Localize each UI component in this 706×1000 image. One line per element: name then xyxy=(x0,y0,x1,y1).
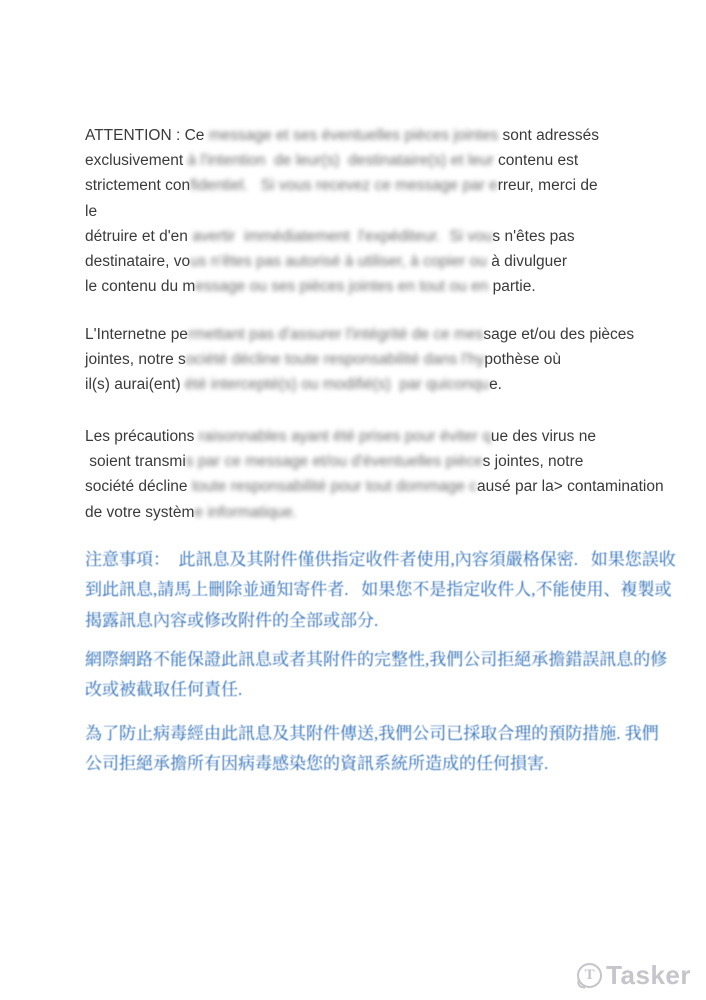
text-segment: soient transmi xyxy=(85,453,186,471)
text-segment: L'Internetne pe xyxy=(85,326,188,343)
text-line xyxy=(85,249,685,274)
text-segment: exclusivement xyxy=(85,152,188,170)
text-segment: rreur, merci de xyxy=(497,177,598,195)
text-segment: partie. xyxy=(488,278,536,296)
text-segment: ue des virus ne xyxy=(490,428,596,445)
tasker-logo-icon xyxy=(577,963,602,988)
paragraph-zh-disclaimer-notice xyxy=(85,545,685,636)
text-segment: 網際網路不能保證此訊息或者其附件的完整性,我們公司拒絕承擔錯誤訊息的修 xyxy=(85,650,668,669)
text-segment: 到此訊息,請馬上刪除並通知寄件者. 如果您不是指定收件人,不能使用、複製或 xyxy=(85,580,672,600)
text-line xyxy=(85,123,685,148)
text-segment: ausé par la> contamination xyxy=(477,478,664,496)
paragraph-fr-disclaimer-virus xyxy=(85,424,685,525)
text-line xyxy=(85,749,685,779)
text-line xyxy=(85,173,685,198)
text-line xyxy=(85,148,685,173)
text-line xyxy=(85,474,685,499)
text-segment: il(s) aurai(ent) xyxy=(85,376,185,394)
text-line xyxy=(85,372,685,397)
redacted-text-segment: message et ses éventuelles pièces jointes xyxy=(204,127,503,144)
text-segment: pothèse où xyxy=(484,351,562,369)
redacted-text-segment: raisonnables ayant été prises pour éviter q xyxy=(198,428,491,445)
text-segment: sont adressés xyxy=(502,127,600,144)
text-segment: s n'êtes pas xyxy=(492,227,575,245)
text-segment: ATTENTION : Ce xyxy=(85,127,205,144)
text-segment: de votre systèm xyxy=(85,503,195,521)
text-line xyxy=(85,199,685,224)
text-line xyxy=(85,500,685,525)
paragraph-fr-disclaimer-integrity xyxy=(85,322,685,398)
text-segment: 為了防止病毒經由此訊息及其附件傳送,我們公司已採取合理的預防措施. 我們 xyxy=(85,724,659,743)
text-line xyxy=(85,274,685,299)
text-segment: contenu est xyxy=(493,152,579,170)
redacted-text-segment: rmettant pas d'assurer l'intégrité de ce mes xyxy=(187,326,484,343)
text-line xyxy=(85,347,685,372)
text-segment: détruire et d'en xyxy=(85,227,188,245)
text-segment: Les précautions xyxy=(85,428,199,445)
redacted-text-segment: e informatique. xyxy=(194,503,297,521)
redacted-text-segment: fidentiel. Si vous recevez ce message par e xyxy=(190,177,498,195)
text-segment: s jointes, notre xyxy=(482,453,584,471)
text-line xyxy=(85,424,685,449)
redacted-text-segment: essage ou ses pièces jointes en tout ou en xyxy=(195,278,489,296)
redacted-text-segment: us n'êtes pas autorisé à utiliser, à copier ou xyxy=(190,252,487,270)
text-line xyxy=(85,575,685,605)
redacted-text-segment: s par ce message et/ou d'éventuelles pièce xyxy=(185,453,483,471)
paragraph-fr-disclaimer-attention xyxy=(85,123,685,299)
text-segment: sage et/ou des pièces xyxy=(483,326,635,343)
text-line xyxy=(85,645,685,675)
text-segment: destinataire, vo xyxy=(85,252,191,270)
text-line xyxy=(85,545,685,575)
text-line xyxy=(85,606,685,636)
redacted-text-segment: toute responsabilité pour tout dommage c xyxy=(191,478,478,496)
text-line xyxy=(85,224,685,249)
text-segment: à divulguer xyxy=(486,252,568,270)
text-segment: e. xyxy=(489,376,502,394)
paragraph-zh-disclaimer-integrity xyxy=(85,645,685,706)
text-segment: le contenu du m xyxy=(85,278,196,296)
text-line xyxy=(85,322,685,347)
tasker-watermark xyxy=(577,960,691,991)
text-segment: 公司拒絕承擔所有因病毒感染您的資訊系統所造成的任何損害. xyxy=(85,754,549,774)
text-line xyxy=(85,449,685,474)
tasker-watermark-text: Tasker xyxy=(606,960,691,990)
text-segment: jointes, notre s xyxy=(85,351,186,369)
redacted-text-segment: à l'intention de leur(s) destinataire(s) et leur xyxy=(187,152,494,170)
text-segment: 揭露訊息內容或修改附件的全部或部分. xyxy=(85,610,379,630)
text-segment: 注意事項： 此訊息及其附件僅供指定收件者使用,內容須嚴格保密. 如果您誤收 xyxy=(85,550,676,569)
text-segment: 改或被截取任何責任. xyxy=(85,680,243,700)
text-line xyxy=(85,719,685,749)
redacted-text-segment: ociété décline toute responsabilité dans l'hy xyxy=(185,351,485,369)
redacted-text-segment: avertir immédiatement l'expéditeur. Si vou xyxy=(187,227,493,245)
redacted-text-segment: été intercepté(s) ou modifié(s) par quiconqu xyxy=(184,376,490,394)
text-segment: le xyxy=(85,202,98,220)
tasker-logo-letter: T xyxy=(584,967,595,983)
paragraph-zh-disclaimer-virus xyxy=(85,719,685,780)
text-segment: société décline xyxy=(85,478,192,496)
text-segment: strictement con xyxy=(85,177,191,195)
text-line xyxy=(85,675,685,705)
